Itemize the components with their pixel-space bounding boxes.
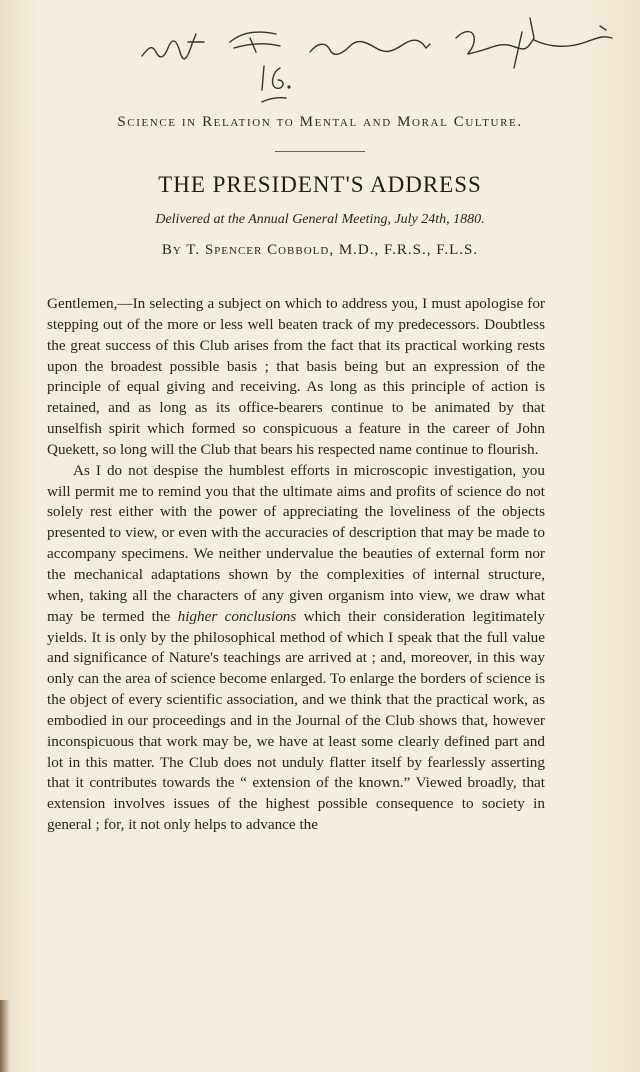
paragraph-1: Gentlemen,—In selecting a subject on which to address you, I must apologise for stepping out of the more or less well beaten track of my predecessors. Doubtless the great success of this Club arises from the fact that its practical working rests upon the broadest possible basis ; that basis being but an expression of the principle of equal giving and receiving. As long as this principle of action is retained, and as long as its office-bearers continue to be animated by that unselfish spirit which formed so conspicuous a feature in the career of John Quekett, so long will the Club that bears his respected name continue to flourish. bbox=[47, 295, 545, 458]
paragraph-2 bbox=[47, 461, 545, 836]
address-body bbox=[47, 294, 545, 836]
handwritten-page-number bbox=[258, 60, 298, 106]
handwriting-scribble bbox=[130, 8, 630, 78]
section-heading: Science in Relation to Mental and Moral Culture. bbox=[117, 114, 523, 130]
edge-stain bbox=[0, 1000, 10, 1072]
paragraph-2-italic: higher conclusions bbox=[177, 607, 297, 625]
paragraph-2-part-2: which their consideration legitimately yields. It is only by the philosophical method of which I speak that the full value and significance of Nature's teachings are arrived at ; and, moreover, in this way only can the area of science become enlarged. To enlarge the borders of science is the object of every scientific association, and we think that the practical work, as embodied in our proceedings and in the Journal of the Club shows that, however inconspicuous that work may be, we have at least some clearly defined part and lot in this matter. The Club does not unduly flatter itself by fearlessly asserting that it contributes towards the “ extension of the known.” Viewed broadly, that extension involves issues of the highest possible consequence to society in general ; for, it not only helps to advance the bbox=[47, 607, 546, 834]
page-title: THE PRESIDENT'S ADDRESS bbox=[158, 172, 482, 197]
handwritten-page-number-text: 16. bbox=[258, 60, 260, 61]
paragraph-2-part-1: As I do not despise the humblest efforts in microscopic investigation, you will permit me to remind you that the ultimate aims and profits of science do not solely rest either with the power of appreciating the loveliness of the objects presented to view, or even with the accuracies of description that may be made to accompany specimens. We neither undervalue the beauties of external form nor the mechanical adaptations shown by the complexities of internal structure, when, taking all the characters of any given organism into view, we draw what may be termed the bbox=[47, 461, 545, 625]
author-line: By T. Spencer Cobbold, M.D., F.R.S., F.L.S. bbox=[161, 242, 479, 258]
heading-divider bbox=[275, 151, 365, 152]
delivery-note: Delivered at the Annual General Meeting, July 24th, 1880. bbox=[155, 212, 485, 227]
handwritten-annotation bbox=[130, 8, 630, 78]
